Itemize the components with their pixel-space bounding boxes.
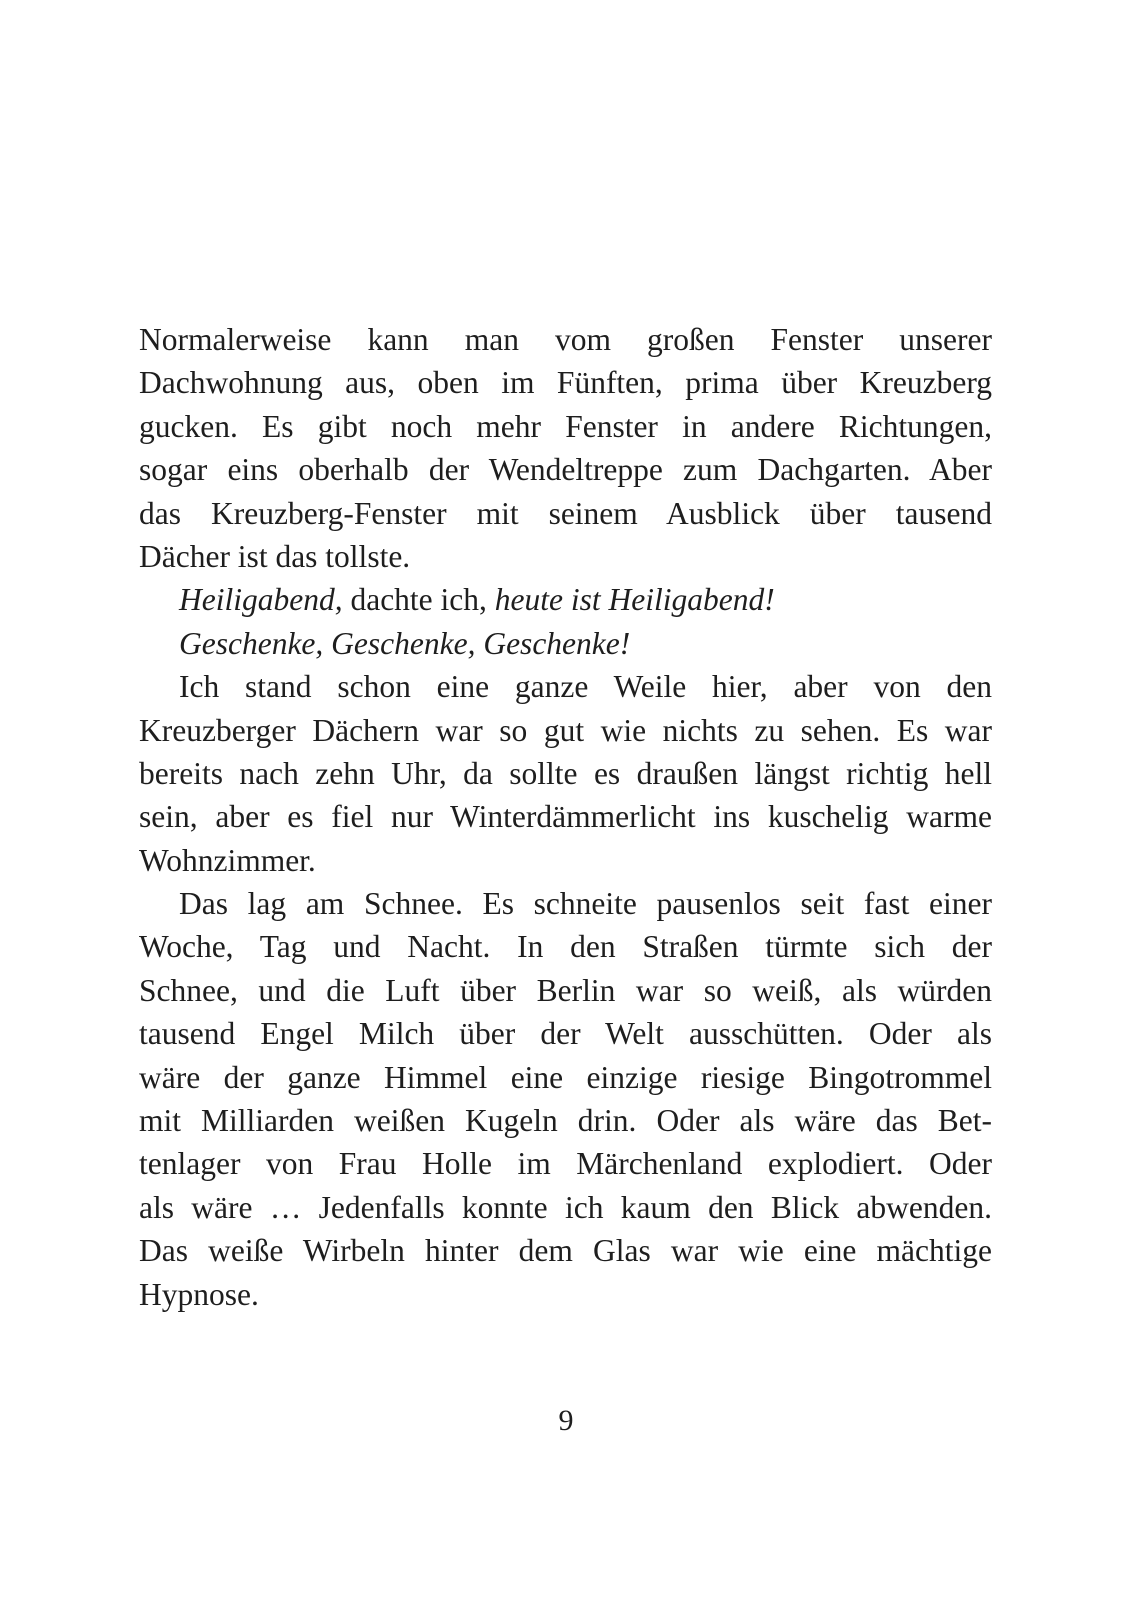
text-line-content: als wäre … Jedenfalls konnte ich kaum den Blick abwenden. [139, 1189, 992, 1225]
text-line [139, 1056, 992, 1099]
italic-text: heute ist Heiligabend! [494, 582, 775, 618]
text-line [139, 795, 992, 838]
text-line [139, 882, 992, 925]
page-number: 9 [558, 1404, 574, 1437]
text-line-content: Normalerweise kann man vom großen Fenster unserer [139, 322, 992, 357]
text-line-content: tausend Engel Milch über der Welt ausschütten. Oder als [139, 1016, 992, 1052]
text-line-content: gucken. Es gibt noch mehr Fenster in andere Richtungen, [139, 408, 993, 444]
italic-text: Heiligabend, [179, 582, 343, 618]
text-segment: dachte ich, [342, 582, 495, 618]
text-line [139, 1186, 992, 1229]
text-line-content: bereits nach zehn Uhr, da sollte es draußen längst richtig hell [139, 755, 992, 791]
text-line-content: sogar eins oberhalb der Wendeltreppe zum Dachgarten. Aber [139, 452, 992, 488]
text-line-content: Wohnzimmer. [139, 842, 316, 878]
body-text [139, 318, 992, 1316]
italic-text: Geschenke, Geschenke, Geschenke! [179, 625, 631, 661]
text-line-content: sein, aber es fiel nur Winterdämmerlicht ins kuschelig warme [139, 799, 992, 835]
text-line-content: Schnee, und die Luft über Berlin war so weiß, als würden [139, 972, 992, 1008]
text-line-content: Kreuzberger Dächern war so gut wie nichts zu sehen. Es war [139, 712, 992, 748]
text-line [139, 405, 992, 448]
text-line [139, 1273, 992, 1316]
text-line-content [179, 622, 630, 665]
text-line [139, 622, 992, 665]
text-line-content: Dächer ist das tollste. [139, 538, 411, 574]
text-line [139, 925, 992, 968]
text-line [139, 709, 992, 752]
text-line [139, 361, 992, 404]
text-line [139, 969, 992, 1012]
text-line [139, 752, 992, 795]
text-line [139, 1142, 992, 1185]
text-line-content: das Kreuzberg-Fenster mit seinem Ausblick über tausend [139, 495, 992, 531]
text-line-content: Das weiße Wirbeln hinter dem Glas war wie eine mächtige [139, 1233, 992, 1269]
text-line-content: Ich stand schon eine ganze Weile hier, aber von den [179, 669, 992, 705]
text-line-content: Woche, Tag und Nacht. In den Straßen türmte sich der [139, 929, 992, 965]
text-line [139, 578, 992, 621]
text-line [139, 535, 992, 578]
text-line [139, 1012, 992, 1055]
text-line-content: tenlager von Frau Holle im Märchenland explodiert. Oder [139, 1146, 993, 1182]
text-line [139, 492, 992, 535]
text-line-content: Hypnose. [139, 1276, 259, 1312]
text-line [139, 665, 992, 708]
text-line-content: wäre der ganze Himmel eine einzige riesige Bingotrommel [139, 1059, 992, 1095]
text-line [139, 839, 992, 882]
text-line-content: Das lag am Schnee. Es schneite pausenlos seit fast einer [179, 886, 992, 922]
text-line [139, 1229, 992, 1272]
text-line [139, 318, 992, 361]
text-line-content [179, 578, 775, 621]
text-line-content: Dachwohnung aus, oben im Fünften, prima über Kreuzberg [139, 365, 992, 401]
text-line [139, 448, 992, 491]
text-line [139, 1099, 992, 1142]
text-line-content: mit Milliarden weißen Kugeln drin. Oder als wäre das Bet- [139, 1103, 992, 1139]
